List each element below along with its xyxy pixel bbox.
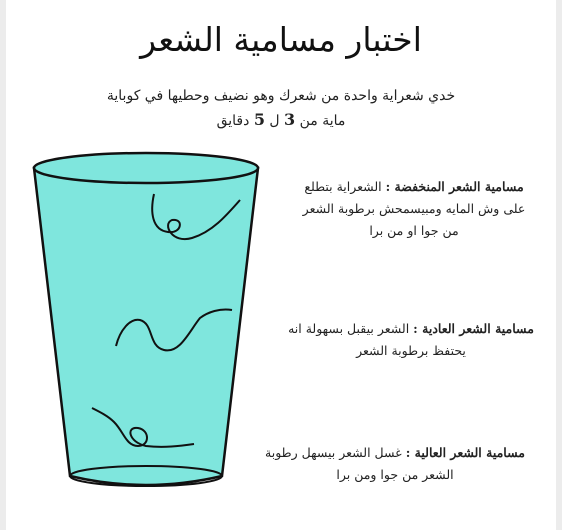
low-porosity-description xyxy=(274,176,554,242)
normal-porosity-line-1: مسامية الشعر العادية : الشعر بيقبل بسهولة انه xyxy=(288,321,534,336)
intro-text xyxy=(36,84,526,133)
normal-porosity-line-2: يحتفظ برطوبة الشعر xyxy=(356,343,466,358)
high-porosity-line-1: مسامية الشعر العالية : غسل الشعر بيسهل رطوبة xyxy=(265,445,525,460)
high-porosity-description xyxy=(238,442,552,486)
high-porosity-label: مسامية الشعر العالية : xyxy=(405,445,525,460)
low-porosity-line-2: على وش المايه ومبيسمحش برطوبة الشعر xyxy=(302,201,526,216)
page-title: اختبار مسامية الشعر xyxy=(140,20,422,59)
intro-line-1: خدي شعراية واحدة من شعرك وهو نضيف وحطيها في كوباية xyxy=(106,88,456,104)
normal-porosity-label: مسامية الشعر العادية : xyxy=(413,321,534,336)
content-card xyxy=(6,0,556,530)
low-porosity-line-3: من جوا او من برا xyxy=(369,223,459,238)
low-porosity-line-1: مسامية الشعر المنخفضة : الشعراية بتطلع xyxy=(304,179,524,194)
glass-illustration xyxy=(30,150,262,498)
normal-porosity-description xyxy=(268,318,554,362)
low-porosity-label: مسامية الشعر المنخفضة : xyxy=(385,179,524,194)
intro-line-2: ماية من 3 ل 5 دقايق xyxy=(216,110,346,129)
high-porosity-line-2: الشعر من جوا ومن برا xyxy=(336,467,454,482)
